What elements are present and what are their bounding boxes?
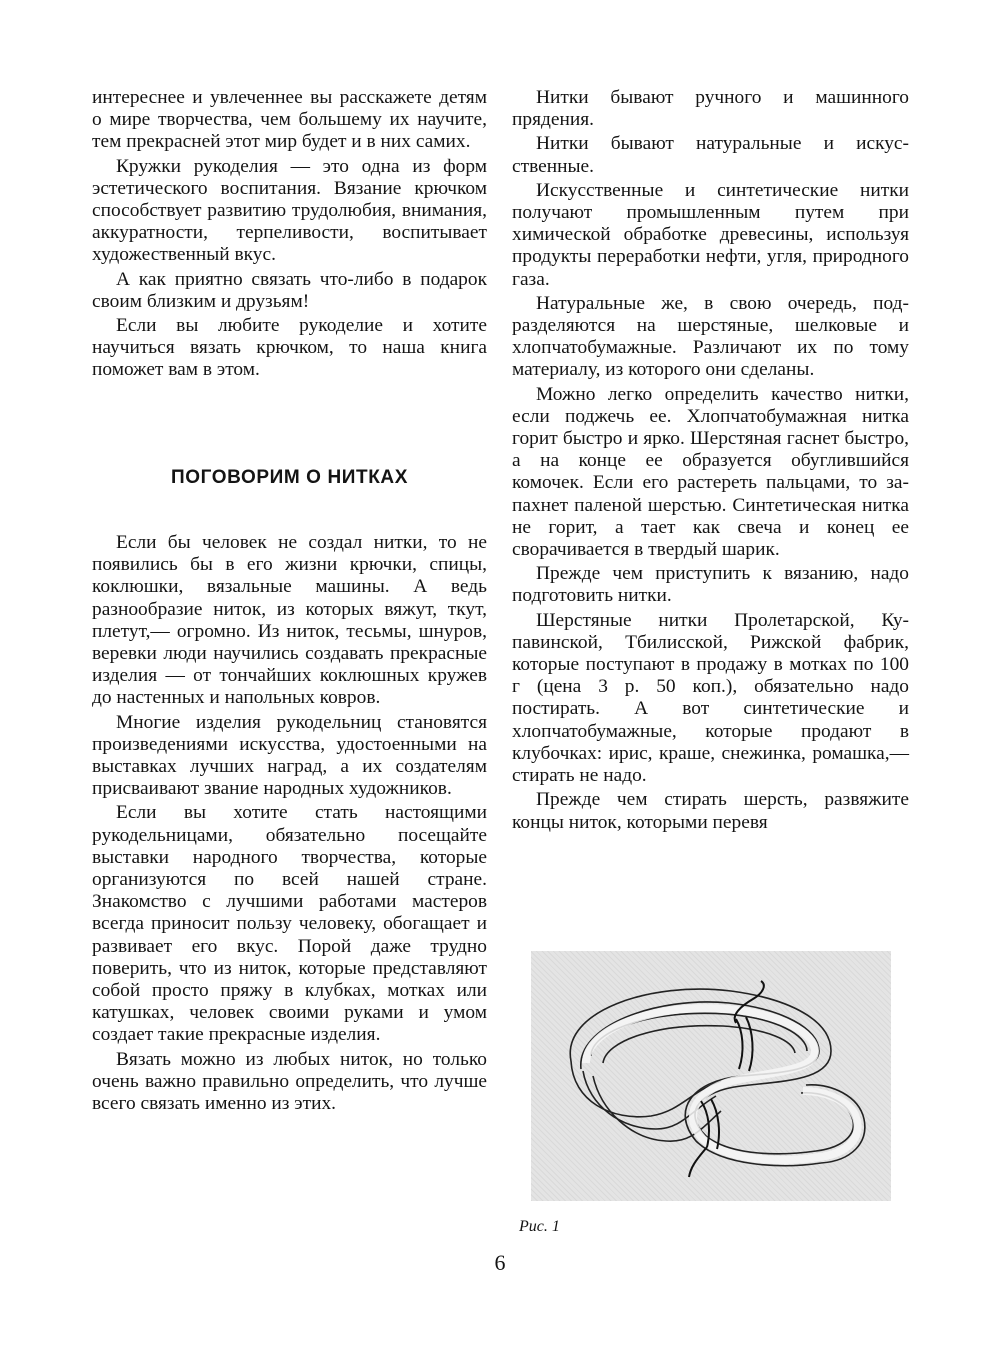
- page-number: 6: [494, 1250, 506, 1275]
- right-column: [512, 87, 909, 836]
- figure-yarn-skein: [531, 951, 891, 1201]
- paragraph: Натуральные же, в свою очередь, подразделяются на шерстяные, шелковые и хлопчатобумажные. Различают их по тому материалу, из которого они сделаны.: [512, 292, 909, 381]
- section-heading: ПОГОВОРИМ О НИТКАХ: [170, 467, 409, 488]
- paragraph: Прежде чем стирать шерсть, развяжите концы ниток, которыми перевя: [512, 789, 909, 833]
- paragraph: интереснее и увлеченнее вы расскажете детям о мире творчества, чем большему их научите, тем прекрасней этот мир будет и в них самих.: [92, 87, 487, 153]
- paragraph: Нитки бывают натуральные и искусственные.: [512, 133, 909, 177]
- paragraph: Многие изделия рукодельниц становятся произведениями искусства, удостоенными на выставках лучших наград, а их создателям присваивают звание народных художников.: [92, 711, 487, 800]
- paragraph: Если вы любите рукоделие и хотите научиться вязать крючком, то наша книга поможет вам в этом.: [92, 315, 487, 381]
- paragraph: Нитки бывают ручного и машинного прядения.: [512, 87, 909, 131]
- paragraph: Если бы человек не создал нитки, то не появились бы в его жизни крючки, спицы, коклюшки, вязальные машины. А ведь разнообразие ниток, из которых вяжут, ткут, плетут,— огромно. Из ниток, тесьмы, шнуров, веревки люди научились создавать прекрасные изделия — от тончайших коклюшных кружев до настенных и напольных ковров.: [92, 532, 487, 709]
- paragraph: Шерстяные нитки Пролетарской, Купавинской, Тбилисской, Рижской фабрик, которые поступают в продажу в мотках по 100 г (цена 3 р. 50 коп.), обязательно надо постирать. А вот синтетические и хлопчатобумажные, которые продают в клубочках: ирис, краше, снежинка, ромашка,— стирать не надо.: [512, 609, 909, 787]
- left-column-intro: [92, 87, 487, 384]
- left-column-section: [92, 532, 487, 1117]
- figure-caption: Рис. 1: [519, 1218, 560, 1235]
- paragraph: А как приятно связать что-либо в подарок своим близким и друзьям!: [92, 268, 487, 312]
- paragraph: Можно легко определить качество нитки, если поджечь ее. Хлопчатобумажная нитка горит быстро и ярко. Шерстяная гаснет быстро, а на конце ее образуется обуглившийся комочек. Если его растереть пальцами, то запахнет паленой шерстью. Синтетическая нитка не горит, а тает как свеча и конец ее сворачивается в твердый шарик.: [512, 383, 909, 561]
- paragraph: Вязать можно из любых ниток, но только очень важно правильно определить, что лучше всего связать именно из этих.: [92, 1048, 487, 1115]
- paragraph: Прежде чем приступить к вязанию, надо подготовить нитки.: [512, 563, 909, 607]
- yarn-skein-icon: [531, 951, 891, 1201]
- paragraph: Искусственные и синтетические нитки получают промышленным путем при химической обработке древесины, используя продукты переработки нефти, угля, природного газа.: [512, 179, 909, 290]
- paragraph: Кружки рукоделия — это одна из форм эстетического воспитания. Вязание крючком способствует развитию трудолюбия, внимания, аккуратности, терпеливости, воспитывает художественный вкус.: [92, 155, 487, 266]
- paragraph: Если вы хотите стать настоящими рукодельницами, обязательно посещайте выставки народного творчества, которые организуются по всей нашей стране. Знакомство с лучшими работами мастеров всегда приносит пользу человеку, обогащает и развивает его вкус. Порой даже трудно поверить, что из ниток, которые представляют собой просто пряжу в клубках, мотках или катушках, человек своими руками и умом создает такие прекрасные изделия.: [92, 802, 487, 1046]
